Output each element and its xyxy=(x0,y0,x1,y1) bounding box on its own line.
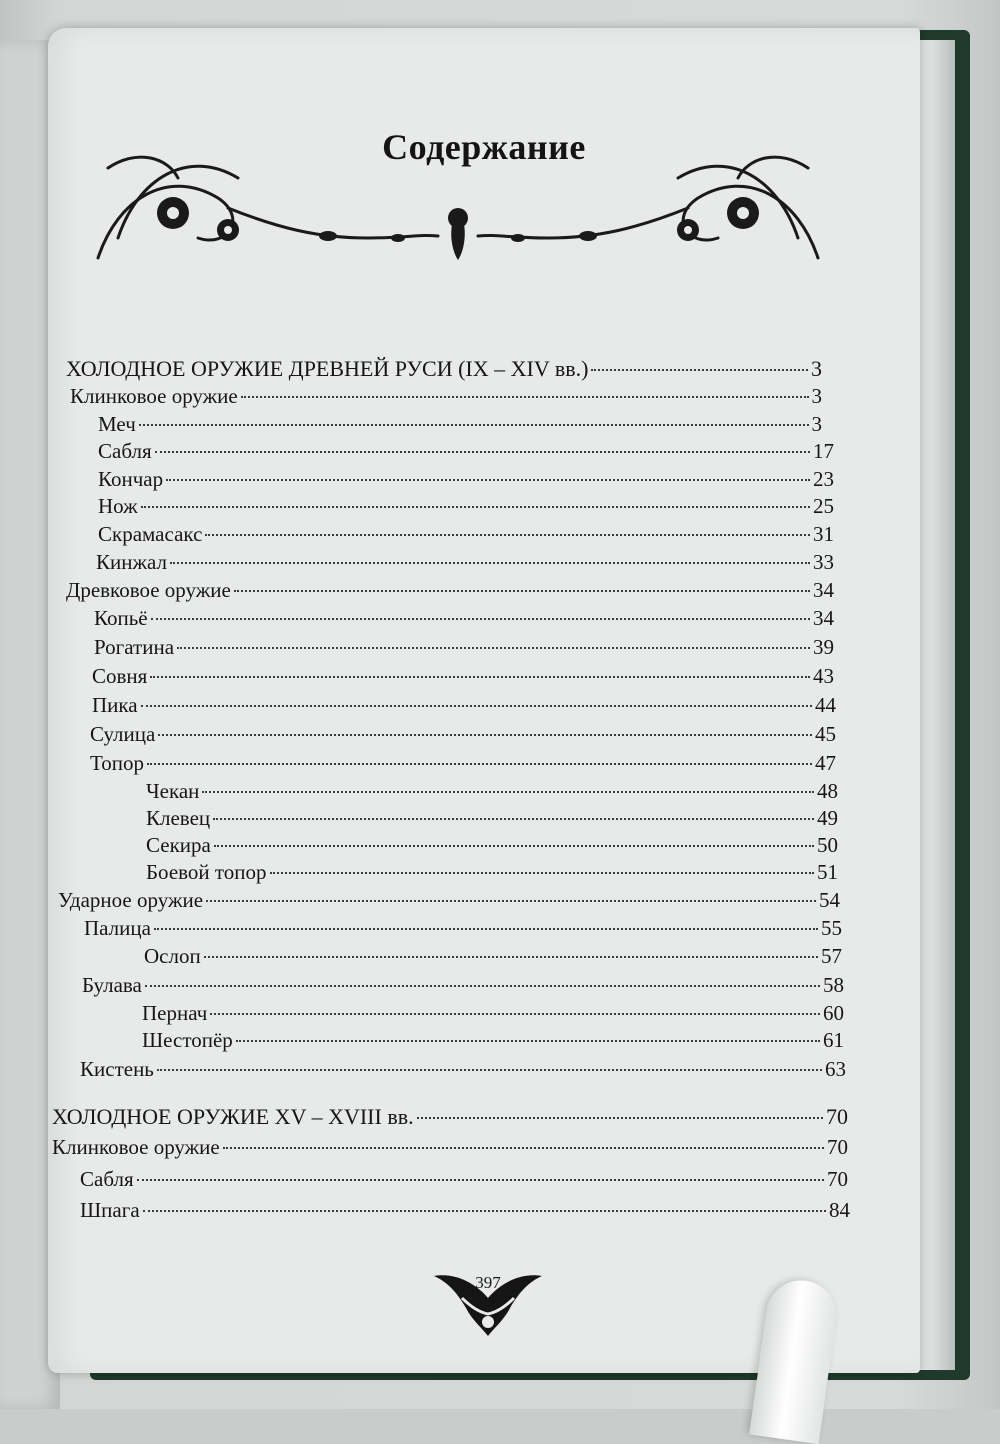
toc-page: 3 xyxy=(811,412,822,436)
toc-label: Пика xyxy=(92,693,138,717)
toc-page: 47 xyxy=(815,751,836,775)
toc-page: 63 xyxy=(825,1057,846,1081)
toc-page: 48 xyxy=(817,779,838,803)
toc-page: 70 xyxy=(827,1167,848,1191)
leader-dots xyxy=(155,451,810,453)
toc-row[interactable] xyxy=(58,888,840,916)
toc-label: Булава xyxy=(82,973,142,997)
toc-row[interactable] xyxy=(66,356,822,384)
toc-page: 70 xyxy=(826,1104,848,1129)
toc-row[interactable] xyxy=(98,467,834,495)
leader-dots xyxy=(141,705,812,707)
toc-label: Чекан xyxy=(146,779,200,803)
toc-label: Палица xyxy=(84,916,151,940)
toc-label: Клевец xyxy=(146,806,211,830)
toc-row[interactable] xyxy=(84,916,842,944)
book-page xyxy=(48,28,920,1373)
page-number: 397 xyxy=(475,1273,501,1292)
page-title: Содержание xyxy=(382,127,586,167)
toc-label: Копьё xyxy=(94,606,148,630)
toc-label: Шестопёр xyxy=(142,1028,233,1052)
leader-dots xyxy=(151,618,810,620)
toc-label: ХОЛОДНОЕ ОРУЖИЕ ДРЕВНЕЙ РУСИ (IX – XIV вв.) xyxy=(66,356,589,381)
toc-label: Кончар xyxy=(98,467,164,491)
leader-dots xyxy=(206,900,816,902)
toc-row[interactable] xyxy=(92,664,834,692)
toc-page: 51 xyxy=(817,860,838,884)
toc-label: Ударное оружие xyxy=(58,888,204,912)
toc-label: Сабля xyxy=(80,1167,134,1191)
leader-dots xyxy=(270,872,814,874)
toc-row[interactable] xyxy=(142,1028,844,1056)
toc-row[interactable] xyxy=(142,1001,844,1029)
toc-label: Нож xyxy=(98,494,138,518)
leader-dots xyxy=(177,647,810,649)
toc-row[interactable] xyxy=(80,1057,846,1085)
toc-page: 25 xyxy=(813,494,834,518)
toc-row[interactable] xyxy=(98,412,822,440)
toc-row[interactable] xyxy=(98,522,834,550)
toc-row[interactable] xyxy=(82,973,844,1001)
leader-dots xyxy=(417,1117,823,1119)
toc-page: 70 xyxy=(827,1135,848,1159)
toc-row[interactable] xyxy=(70,384,822,412)
toc-page: 58 xyxy=(823,973,844,997)
toc-label: ХОЛОДНОЕ ОРУЖИЕ XV – XVIII вв. xyxy=(52,1104,414,1129)
leader-dots xyxy=(158,734,812,736)
toc-row[interactable] xyxy=(92,693,836,721)
toc-row[interactable] xyxy=(94,606,834,634)
leader-dots xyxy=(150,676,810,678)
leader-dots xyxy=(591,369,808,371)
toc-row[interactable] xyxy=(98,439,834,467)
leader-dots xyxy=(214,845,814,847)
toc-label: Совня xyxy=(92,664,148,688)
toc-row[interactable] xyxy=(96,550,834,578)
leader-dots xyxy=(147,763,812,765)
toc-label: Сулица xyxy=(90,722,156,746)
leader-dots xyxy=(236,1040,820,1042)
leader-dots xyxy=(154,928,818,930)
toc-label: Клинковое оружие xyxy=(70,384,238,408)
leader-dots xyxy=(137,1179,824,1181)
toc-page: 33 xyxy=(813,550,834,574)
toc-label: Кинжал xyxy=(96,550,167,574)
toc-page: 55 xyxy=(821,916,842,940)
toc-label: Сабля xyxy=(98,439,152,463)
toc-row[interactable] xyxy=(146,779,838,807)
toc-page: 84 xyxy=(829,1198,850,1222)
toc-row[interactable] xyxy=(52,1135,848,1163)
toc-label: Боевой топор xyxy=(146,860,267,884)
toc-row[interactable] xyxy=(52,1104,848,1132)
leader-dots xyxy=(139,424,809,426)
toc-label: Клинковое оружие xyxy=(52,1135,220,1159)
toc-page: 23 xyxy=(813,467,834,491)
toc-row[interactable] xyxy=(98,494,834,522)
toc-page: 49 xyxy=(817,806,838,830)
leader-dots xyxy=(213,818,814,820)
toc-row[interactable] xyxy=(80,1167,848,1195)
toc-label: Шпага xyxy=(80,1198,140,1222)
leader-dots xyxy=(223,1147,824,1149)
toc-label: Меч xyxy=(98,412,136,436)
toc-page: 44 xyxy=(815,693,836,717)
toc-label: Скрамасакс xyxy=(98,522,203,546)
toc-page: 60 xyxy=(823,1001,844,1025)
leader-dots xyxy=(145,985,820,987)
leader-dots xyxy=(205,534,810,536)
toc-label: Топор xyxy=(90,751,144,775)
toc-row[interactable] xyxy=(90,722,836,750)
toc-row[interactable] xyxy=(80,1198,850,1226)
toc-label: Пернач xyxy=(142,1001,208,1025)
toc-page: 17 xyxy=(813,439,834,463)
toc-page: 31 xyxy=(813,522,834,546)
toc-label: Рогатина xyxy=(94,635,175,659)
toc-page: 45 xyxy=(815,722,836,746)
toc-row[interactable] xyxy=(146,860,838,888)
toc-page: 34 xyxy=(813,578,834,602)
leader-dots xyxy=(234,590,810,592)
toc-row[interactable] xyxy=(146,806,838,834)
leader-dots xyxy=(157,1069,822,1071)
table-of-contents xyxy=(48,28,920,1373)
toc-page: 54 xyxy=(819,888,840,912)
leader-dots xyxy=(204,956,818,958)
leader-dots xyxy=(141,506,810,508)
leader-dots xyxy=(143,1210,826,1212)
toc-page: 61 xyxy=(823,1028,844,1052)
toc-row[interactable] xyxy=(90,751,836,779)
toc-page: 3 xyxy=(811,356,822,381)
toc-page: 34 xyxy=(813,606,834,630)
toc-row[interactable] xyxy=(66,578,834,606)
leader-dots xyxy=(210,1013,820,1015)
toc-page: 50 xyxy=(817,833,838,857)
leader-dots xyxy=(170,562,810,564)
toc-page: 39 xyxy=(813,635,834,659)
toc-label: Древковое оружие xyxy=(66,578,231,602)
toc-page: 3 xyxy=(811,384,822,408)
leader-dots xyxy=(241,396,809,398)
toc-label: Кистень xyxy=(80,1057,154,1081)
leader-dots xyxy=(202,791,814,793)
toc-row[interactable] xyxy=(146,833,838,861)
toc-label: Ослоп xyxy=(144,944,201,968)
toc-page: 57 xyxy=(821,944,842,968)
toc-label: Секира xyxy=(146,833,211,857)
toc-row[interactable] xyxy=(94,635,834,663)
leader-dots xyxy=(166,479,810,481)
toc-row[interactable] xyxy=(144,944,842,972)
toc-page: 43 xyxy=(813,664,834,688)
